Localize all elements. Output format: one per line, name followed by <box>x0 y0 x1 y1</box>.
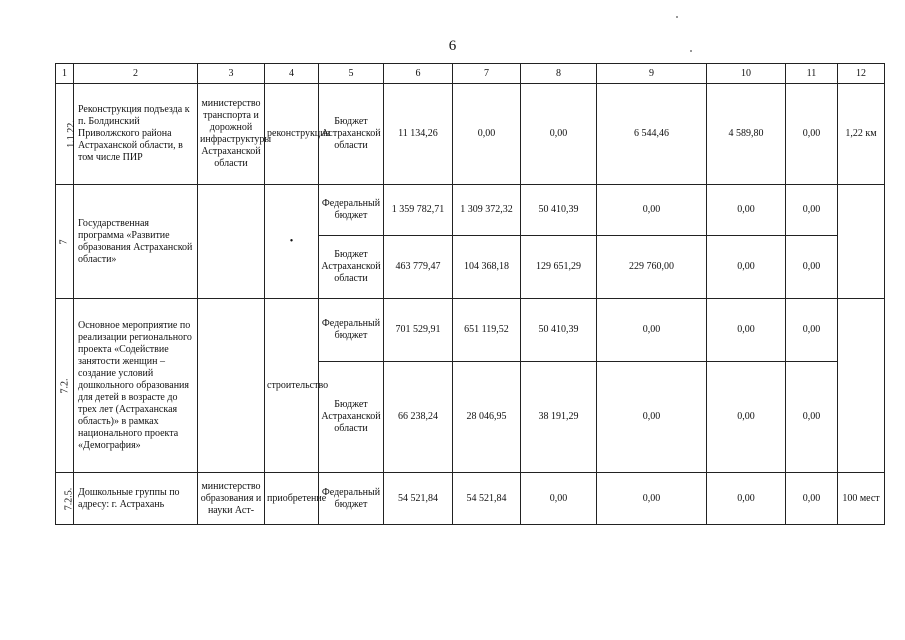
value-col7: 651 119,52 <box>453 299 521 362</box>
value-col10: 0,00 <box>707 185 786 236</box>
value-col10: 0,00 <box>707 299 786 362</box>
value-col6: 54 521,84 <box>384 473 453 525</box>
item-name: Основное мероприятие по реализации регионального проекта «Содействие занятости женщин – создание условий дошкольного образования для детей в возрасте до трех лет (Астраханская область)» в рамках национального проекта «Демография» <box>74 299 198 473</box>
work-type-cell: реконструкция <box>265 84 319 185</box>
value-col9: 229 760,00 <box>597 236 707 299</box>
executor-cell <box>198 299 265 473</box>
value-col9: 6 544,46 <box>597 84 707 185</box>
table-row <box>56 185 885 236</box>
col-header: 6 <box>384 64 453 84</box>
value-col8: 0,00 <box>521 473 597 525</box>
item-name: Реконструкция подъезда к п. Болдинский Приволжского района Астраханской области, в том числе ПИР <box>74 84 198 185</box>
value-col6: 11 134,26 <box>384 84 453 185</box>
scan-speck <box>676 16 678 18</box>
work-type-cell: • <box>265 185 319 299</box>
table-header-row <box>56 64 885 84</box>
col-header: 3 <box>198 64 265 84</box>
col-header: 7 <box>453 64 521 84</box>
value-col9: 0,00 <box>597 185 707 236</box>
page-number: 6 <box>448 38 457 54</box>
budget-table <box>55 63 885 525</box>
value-col7: 104 368,18 <box>453 236 521 299</box>
item-number-cell <box>56 299 74 473</box>
result-cell <box>838 299 885 473</box>
value-col11: 0,00 <box>786 473 838 525</box>
table-row <box>56 84 885 185</box>
funding-source-cell: Федеральный бюджет <box>319 299 384 362</box>
col-header: 9 <box>597 64 707 84</box>
item-number: 1.1.22. <box>65 120 77 148</box>
item-number: 7.2.5. <box>63 487 75 510</box>
work-type-cell: приобретение <box>265 473 319 525</box>
value-col7: 1 309 372,32 <box>453 185 521 236</box>
item-number-cell <box>56 84 77 185</box>
col-header: 11 <box>786 64 838 84</box>
col-header: 8 <box>521 64 597 84</box>
value-col11: 0,00 <box>786 84 838 185</box>
funding-source-cell: Федеральный бюджет <box>319 473 384 525</box>
scan-speck <box>690 50 692 52</box>
value-col9: 0,00 <box>597 362 707 473</box>
executor-cell: министерство образования и науки Аст- <box>198 473 265 525</box>
col-header: 2 <box>74 64 198 84</box>
value-col11: 0,00 <box>786 236 838 299</box>
value-col8: 129 651,29 <box>521 236 597 299</box>
funding-source-cell: Федеральный бюджет <box>319 185 384 236</box>
result-cell: 100 мест <box>838 473 885 525</box>
value-col10: 0,00 <box>707 362 786 473</box>
value-col11: 0,00 <box>786 362 838 473</box>
funding-source-cell: Бюджет Астраханской области <box>319 362 384 473</box>
value-col10: 0,00 <box>707 236 786 299</box>
item-name: Дошкольные группы по адресу: г. Астрахань <box>74 473 198 525</box>
result-cell: 1,22 км <box>838 84 885 185</box>
value-col10: 0,00 <box>707 473 786 525</box>
value-col6: 66 238,24 <box>384 362 453 473</box>
work-type-cell: строительство <box>265 299 319 473</box>
value-col7: 28 046,95 <box>453 362 521 473</box>
value-col7: 0,00 <box>453 84 521 185</box>
value-col9: 0,00 <box>597 473 707 525</box>
value-col8: 50 410,39 <box>521 299 597 362</box>
value-col8: 50 410,39 <box>521 185 597 236</box>
item-number-cell <box>56 473 74 525</box>
col-header: 4 <box>265 64 319 84</box>
value-col10: 4 589,80 <box>707 84 786 185</box>
value-col6: 701 529,91 <box>384 299 453 362</box>
executor-cell: министерство транспорта и дорожной инфраструктуры Астраханской области <box>198 84 265 185</box>
item-number: 7.2. <box>59 378 71 393</box>
funding-source-cell: Бюджет Астраханской области <box>319 236 384 299</box>
item-number-cell <box>56 185 74 299</box>
col-header: 10 <box>707 64 786 84</box>
value-col9: 0,00 <box>597 299 707 362</box>
value-col8: 38 191,29 <box>521 362 597 473</box>
item-name: Государственная программа «Развитие образования Астраханской области» <box>74 185 198 299</box>
value-col7: 54 521,84 <box>453 473 521 525</box>
col-header: 5 <box>319 64 384 84</box>
executor-cell <box>198 185 265 299</box>
value-col8: 0,00 <box>521 84 597 185</box>
funding-source-cell: Бюджет Астраханской области <box>319 84 384 185</box>
table-row <box>56 299 885 362</box>
value-col11: 0,00 <box>786 299 838 362</box>
table-row <box>56 473 885 525</box>
col-header: 1 <box>56 64 74 84</box>
value-col11: 0,00 <box>786 185 838 236</box>
item-number: 7 <box>58 239 70 244</box>
result-cell <box>838 185 885 299</box>
value-col6: 463 779,47 <box>384 236 453 299</box>
value-col6: 1 359 782,71 <box>384 185 453 236</box>
col-header: 12 <box>838 64 885 84</box>
